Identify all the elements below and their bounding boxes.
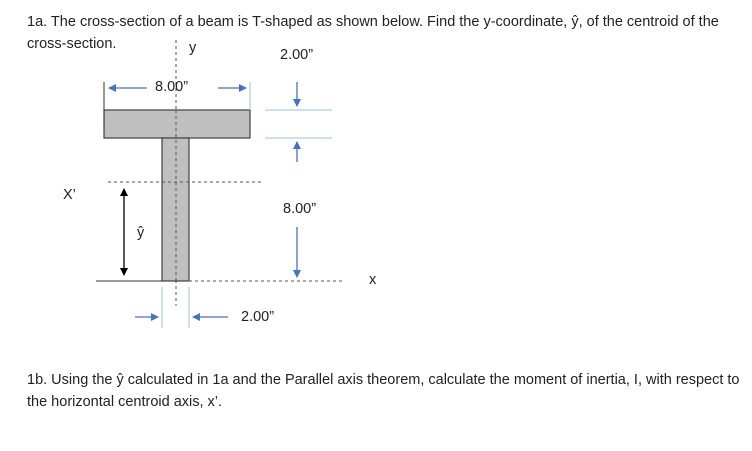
web-width-label: 2.00” (241, 309, 275, 325)
centroid-axis-label: X’ (63, 187, 76, 203)
question-1a: 1a. The cross-section of a beam is T-shaped as shown below. Find the y-coordinate, ŷ, of the centroid of the cross-section. (27, 14, 719, 52)
y-axis-label: y (189, 40, 197, 56)
flange-thickness-label: 2.00” (280, 47, 314, 63)
x-axis-label: x (369, 272, 377, 288)
beam-flange (104, 110, 250, 138)
flange-width-label: 8.00” (155, 79, 189, 95)
question-1b: 1b. Using the ŷ calculated in 1a and the Parallel axis theorem, calculate the moment of inertia, I, with respect to the horizontal centroid axis, x’. (27, 372, 740, 410)
y-hat-label: ŷ (137, 225, 145, 241)
web-height-label: 8.00” (283, 201, 317, 217)
